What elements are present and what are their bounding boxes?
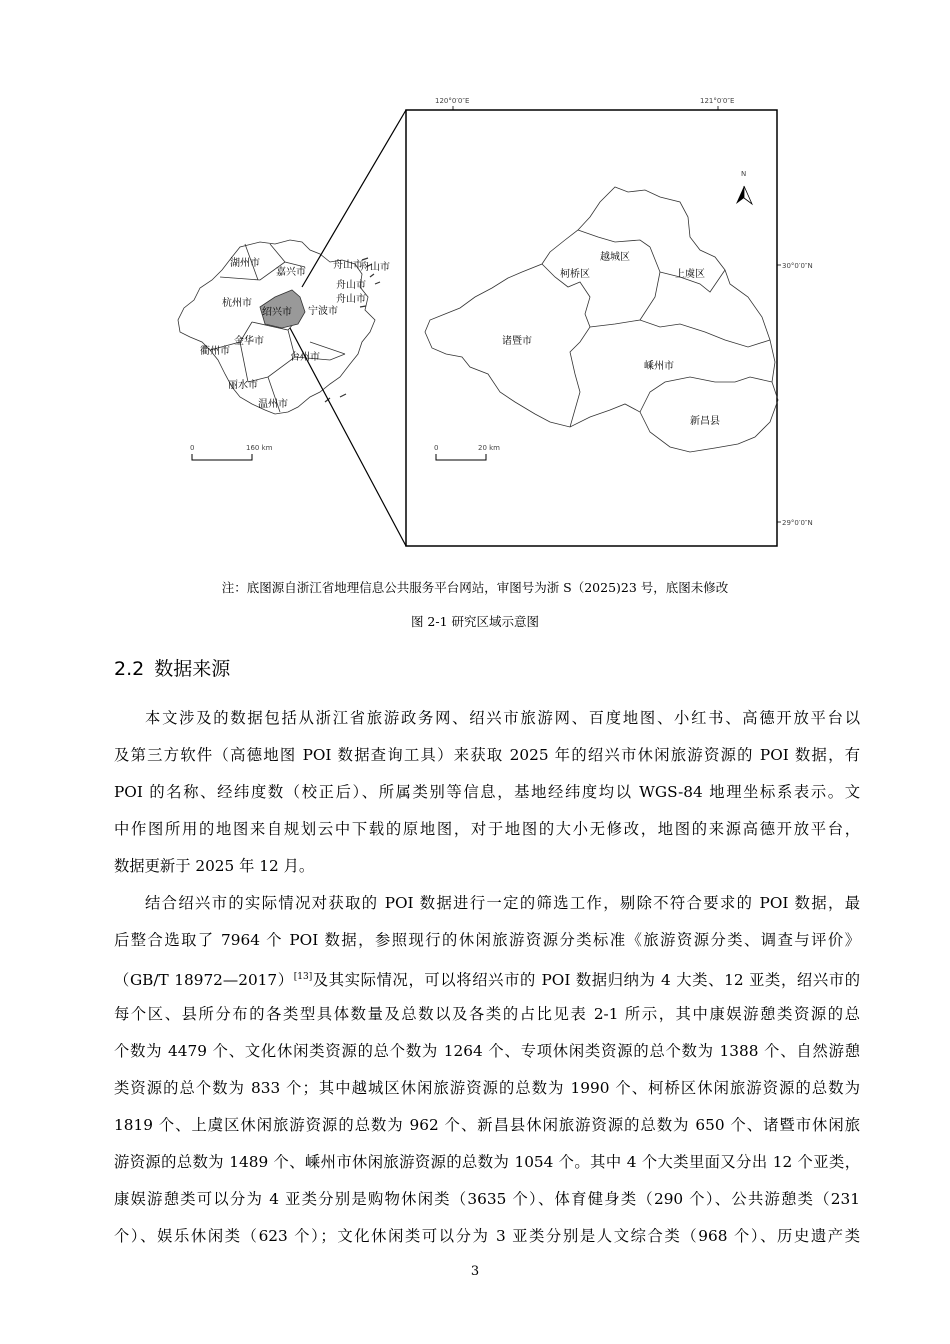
label-hangzhou: 杭州市 (222, 298, 252, 309)
body-line: 1819 个、上虞区休闲旅游资源的总数为 962 个、新昌县休闲旅游资源的总数为 650 个、诸暨市休闲旅 (114, 1116, 860, 1134)
shaoxing-districts (425, 187, 778, 452)
detail-scale-end: 20 km (478, 444, 501, 452)
citation-ref[interactable]: [13] (293, 972, 313, 982)
figure-note: 注：底图源自浙江省地理信息公共服务平台网站，审图号为浙 S（2025)23 号，底图未修改 (221, 580, 729, 595)
label-jinhua: 金华市 (234, 336, 264, 347)
label-zhoushan-4: 舟山市 (336, 294, 366, 305)
body-line: 本文涉及的数据包括从浙江省旅游政务网、绍兴市旅游网、百度地图、小红书、高德开放平台以 (145, 709, 860, 727)
study-area-figure (170, 92, 830, 550)
detail-scale-start: 0 (434, 444, 439, 452)
body-line-part: 及其实际情况，可以将绍兴市的 POI 数据归纳为 4 大类、12 亚类，绍兴市的 (312, 971, 860, 990)
label-zhuji: 诸暨市 (502, 336, 532, 347)
label-zhoushan-1: 舟山市 (333, 260, 363, 271)
lat-label-29: 29°0′0″N (782, 519, 813, 527)
lon-label-121: 121°0′0″E (700, 97, 735, 105)
label-zhoushan-3: 舟山市 (336, 280, 366, 291)
label-xinchang: 新昌县 (690, 416, 720, 427)
north-label: N (741, 170, 747, 178)
body-line: 个）、娱乐休闲类（623 个）；文化休闲类可以分为 3 亚类分别是人文综合类（968 个）、历史遗产类 (114, 1227, 860, 1245)
label-shaoxing: 绍兴市 (262, 307, 292, 318)
label-jiaxing: 嘉兴市 (276, 267, 306, 278)
overview-scale-start: 0 (190, 444, 195, 452)
body-line: POI 的名称、经纬度数（校正后）、所属类别等信息，基地经纬度均以 WGS-84 地理坐标系表示。文 (114, 783, 860, 801)
figure-caption: 图 2-1 研究区域示意图 (410, 614, 540, 629)
label-yuecheng: 越城区 (600, 252, 630, 263)
detail-map (406, 97, 813, 546)
body-line-part: （GB/T 18972—2017） (114, 971, 294, 990)
shaoxing-outline (425, 187, 778, 452)
label-wenzhou: 温州市 (258, 399, 288, 410)
page-number: 3 (470, 1264, 480, 1279)
body-line: 游资源的总数为 1489 个、嵊州市休闲旅游资源的总数为 1054 个。其中 4 个大类里面又分出 12 个亚类， (114, 1153, 860, 1171)
section-title: 数据来源 (154, 658, 231, 680)
label-shangyu: 上虞区 (675, 269, 705, 280)
body-line: 后整合选取了 7964 个 POI 数据，参照现行的休闲旅游资源分类标准《旅游资源分类、调查与评价》 (114, 931, 860, 949)
label-lishui: 丽水市 (228, 380, 258, 391)
label-quzhou: 衢州市 (200, 346, 230, 357)
detail-map-frame (406, 110, 777, 546)
label-taizhou: 台州市 (290, 352, 320, 363)
lon-label-120: 120°0′0″E (435, 97, 470, 105)
label-keqiao: 柯桥区 (560, 269, 590, 280)
study-area-map (170, 92, 830, 550)
lat-label-30: 30°0′0″N (782, 262, 813, 270)
body-text (114, 703, 860, 1258)
overview-scale-bar (190, 444, 273, 460)
label-huzhou: 湖州市 (230, 258, 260, 269)
detail-scale-bar (434, 444, 500, 460)
overview-scale-end: 160 km (246, 444, 273, 452)
body-line: 个数为 4479 个、文化休闲类资源的总个数为 1264 个、专项休闲类资源的总个数为 1388 个、自然游憩 (114, 1042, 860, 1060)
body-line: 每个区、县所分布的各类型具体数量及总数以及各类的占比见表 2-1 所示，其中康娱游憩类资源的总 (114, 1005, 860, 1023)
label-shengzhou: 嵊州市 (644, 361, 674, 372)
section-heading (114, 654, 230, 681)
label-zhoushan-2: 舟山市 (360, 262, 390, 273)
section-number: 2.2 (114, 658, 145, 680)
body-line: 康娱游憩类可以分为 4 亚类分别是购物休闲类（3635 个）、体育健身类（290 个）、公共游憩类（231 (114, 1190, 860, 1208)
district-labels (502, 250, 720, 427)
label-ningbo: 宁波市 (308, 306, 338, 317)
body-line: 类资源的总个数为 833 个；其中越城区休闲旅游资源的总数为 1990 个、柯桥区休闲旅游资源的总数为 (114, 1079, 860, 1097)
overview-labels (200, 256, 390, 410)
body-line: 及第三方软件（高德地图 POI 数据查询工具）来获取 2025 年的绍兴市休闲旅游资源的 POI 数据，有 (114, 746, 860, 764)
body-line: 中作图所用的地图来自规划云中下载的原地图，对于地图的大小无修改，地图的来源高德开放平台， (114, 820, 860, 838)
connector-lines (290, 110, 406, 546)
body-line-with-citation (114, 962, 860, 999)
body-line: 数据更新于 2025 年 12 月。 (114, 857, 315, 875)
north-arrow (736, 170, 752, 204)
body-line: 结合绍兴市的实际情况对获取的 POI 数据进行一定的筛选工作，剔除不符合要求的 POI 数据，最 (145, 894, 860, 912)
